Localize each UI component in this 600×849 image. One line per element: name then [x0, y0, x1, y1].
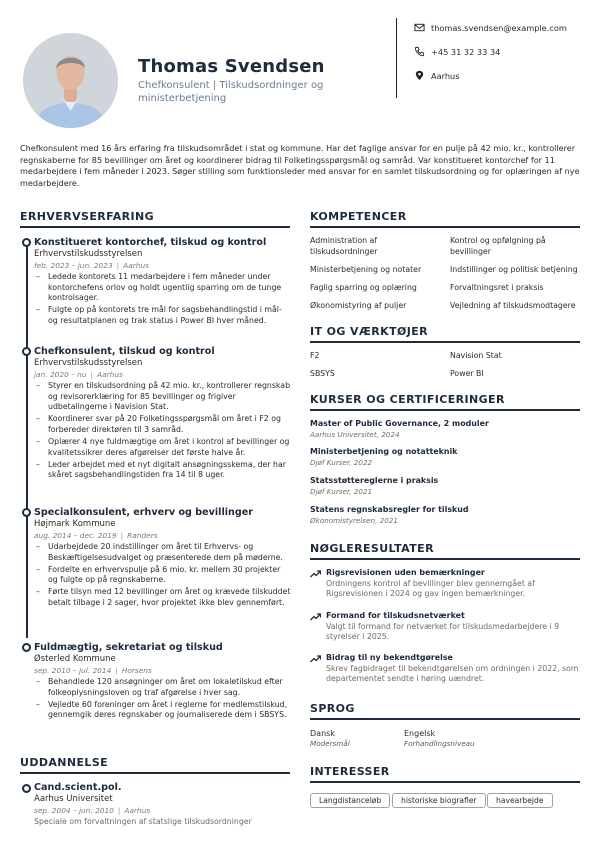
course-title: Statsstøttereglerne i praksis [310, 476, 439, 485]
competence-item: Faglig sparring og oplæring [310, 283, 417, 292]
job-entry-company: Erhvervstilskudsstyrelsen [34, 358, 143, 368]
job-entry-meta: sep. 2010 – jul. 2014 | Horsens [34, 666, 152, 675]
result-description: Ordningens kontrol af bevillinger blev gennemgået af Rigsrevisionen i 2024 og gav ingen bemærkninger. [326, 578, 535, 599]
job-bullet: – Styrer en tilskudsordning på 42 mio. kr., kontrollerer regnskab og revisorerklæring for 85 bevillinger og frigiver udbetalingerne i Navision Stat. [34, 381, 292, 413]
job-entry-meta: aug. 2014 – dec. 2019 | Randers [34, 531, 158, 540]
job-bullet: – Førte tilsyn med 12 bevillinger om året og krævede tilskuddet betalt tilbage i 2 sager, hvor projektet ikke blev gennemført. [34, 587, 292, 608]
language-level: Modersmål [310, 739, 350, 748]
job-bullets [34, 542, 292, 609]
it-heading: IT OG VÆRKTØJER [310, 325, 429, 338]
education-heading: UDDANNELSE [20, 756, 109, 769]
job-entry-title: Fuldmægtig, sekretariat og tilskud [34, 642, 223, 653]
job-place: Aarhus [97, 370, 123, 379]
timeline-dot [22, 643, 31, 652]
interests-rule [310, 781, 580, 783]
job-bullets [34, 677, 292, 721]
job-entry-company: Højmark Kommune [34, 519, 116, 529]
competence-item: Økonomistyring af puljer [310, 301, 407, 310]
it-item: SBSYS [310, 369, 335, 378]
job-entry-company: Østerled Kommune [34, 654, 116, 664]
job-entry [34, 642, 292, 722]
timeline-dot [22, 508, 31, 517]
language-name: Dansk [310, 729, 335, 738]
phone-icon [414, 46, 425, 57]
competence-item: Indstillinger og politisk betjening [450, 265, 578, 274]
competence-item: Ministerbetjening og notater [310, 265, 422, 274]
experience-timeline [26, 243, 28, 638]
job-period: feb. 2023 – jun. 2023 [34, 261, 113, 270]
location-text: Aarhus [431, 70, 460, 81]
languages-heading: SPROG [310, 702, 355, 715]
job-bullet: – Ledede kontorets 11 medarbejdere i fem måneder under kontorchefens orlov og holdt ugentlig sparring om de tunge kontrolsager. [34, 272, 292, 304]
job-bullets [34, 272, 292, 326]
competence-item: Kontrol og opfølgning på bevillinger [450, 236, 546, 256]
mail-icon [414, 22, 425, 33]
results-heading: NØGLERESULTATER [310, 542, 434, 555]
job-bullet: – Leder arbejdet med et nyt digitalt ansøgningsskema, der har skåret sagsbehandlingstiden fra 14 til 8 uger. [34, 460, 292, 481]
job-place: Aarhus [123, 261, 150, 270]
course-item [310, 419, 582, 440]
experience-heading: ERHVERVSERFARING [20, 210, 155, 223]
education-description: Speciale om forvaltningen af statslige tilskudsordninger [34, 817, 252, 826]
language-name: Engelsk [404, 729, 436, 738]
interests-heading: INTERESSER [310, 765, 390, 778]
it-grid [310, 351, 582, 381]
course-item [310, 476, 582, 497]
job-place: Randers [127, 531, 158, 540]
job-period: sep. 2010 – jul. 2014 [34, 666, 112, 675]
education-place: Aarhus [124, 806, 151, 815]
job-entry-meta: jan. 2020 – nu | Aarhus [34, 370, 123, 379]
course-subtitle: Djøf Kurser, 2022 [310, 457, 373, 467]
job-bullets [34, 381, 292, 481]
contact-location [414, 70, 459, 81]
result-title: Rigsrevisionen uden bemærkninger [326, 568, 485, 577]
job-bullet: – Fulgte op på kontorets tre mål for sagsbehandlingstid i mål- og resultatplanen og trak status i Power BI hver måned. [34, 305, 292, 326]
resume-header [0, 0, 600, 135]
it-rule [310, 341, 580, 343]
job-bullet: – Behandlede 120 ansøgninger om året om lokaletilskud efter folkeoplysningsloven og traf afgørelse i hver sag. [34, 677, 292, 698]
timeline-dot [22, 784, 31, 793]
location-pin-icon [414, 70, 425, 81]
language-item [310, 728, 400, 749]
job-bullet: – Koordinerer svar på 20 Folketingsspørgsmål om året i F2 og forbereder direktøren til 3 samråd. [34, 414, 292, 435]
course-title: Ministerbetjening og notatteknik [310, 447, 458, 456]
competences-rule [310, 226, 580, 228]
education-period: sep. 2004 – jun. 2010 [34, 806, 114, 815]
job-entry [34, 346, 292, 482]
job-entry-meta: feb. 2023 – jun. 2023 | Aarhus [34, 261, 150, 270]
phone-text: +45 31 32 33 34 [431, 46, 501, 57]
email-text: thomas.svendsen@example.com [431, 22, 567, 33]
competence-item: Vejledning af tilskudsmodtagere [450, 301, 576, 310]
job-entry [34, 507, 292, 610]
education-rule [20, 772, 290, 774]
result-title: Bidrag til ny bekendtgørelse [326, 653, 453, 662]
course-subtitle: Økonomistyrelsen, 2021 [310, 515, 398, 525]
job-period: aug. 2014 – dec. 2019 [34, 531, 117, 540]
interest-tag: havearbejde [487, 793, 553, 808]
language-item [404, 728, 524, 749]
interest-tag: historiske biografier [392, 793, 486, 808]
course-item [310, 505, 582, 526]
job-entry [34, 237, 292, 328]
profile-photo [23, 33, 118, 128]
timeline-dot [22, 238, 31, 247]
result-item [310, 653, 582, 685]
courses-heading: KURSER OG CERTIFICERINGER [310, 393, 505, 406]
job-entry-title: Specialkonsulent, erhverv og bevillinger [34, 507, 253, 518]
contact-phone[interactable] [414, 46, 500, 57]
header-divider [396, 18, 397, 98]
it-item: Navision Stat [450, 351, 502, 360]
person-name: Thomas Svendsen [138, 56, 325, 77]
course-item [310, 447, 582, 468]
results-rule [310, 558, 580, 560]
course-subtitle: Djøf Kurser, 2021 [310, 486, 373, 496]
profile-summary: Chefkonsulent med 16 års erfaring fra tilskudsområdet i stat og kommune. Har det faglige ansvar for en pulje på 42 mio. kr., kontrollerer regnskaberne for 85 bevillinger om året og koordinerer bidrag til Folketingsspørgsmål og samråd. Var konstitueret kontorchef for 11 medarbejdere i fem måneder i 2023. Søger stilling som funktionsleder med ansvar for en samlet tilskudsordning og for oplæringen af nye medarbejdere. [20, 143, 580, 188]
job-period: jan. 2020 – nu [34, 370, 87, 379]
education-degree: Cand.scient.pol. [34, 782, 122, 793]
it-item: F2 [310, 351, 320, 360]
trend-up-icon [310, 654, 321, 663]
trend-up-icon [310, 612, 321, 621]
languages-rule [310, 718, 580, 720]
competences-grid [310, 236, 582, 316]
competence-item: Forvaltningsret i praksis [450, 283, 544, 292]
job-bullet: – Oplærer 4 nye fuldmægtige om året i kontrol af bevillinger og kvalitetssikrer deres afgørelser det første halve år. [34, 437, 292, 458]
competences-heading: KOMPETENCER [310, 210, 407, 223]
competence-item: Administration af tilskudsordninger [310, 236, 378, 256]
result-description: Valgt til formand for netværket for tilskudsmedarbejdere i 9 styrelser i 2025. [326, 621, 560, 642]
courses-rule [310, 409, 580, 411]
job-place: Horsens [121, 666, 152, 675]
job-entry-title: Chefkonsulent, tilskud og kontrol [34, 346, 215, 357]
timeline-dot [22, 347, 31, 356]
education-entry [34, 782, 292, 827]
experience-rule [20, 226, 290, 228]
result-item [310, 568, 582, 600]
course-subtitle: Aarhus Universitet, 2024 [310, 429, 400, 439]
interest-tag: Langdistanceløb [310, 793, 390, 808]
course-title: Master of Public Governance, 2 moduler [310, 419, 489, 428]
job-bullet: – Udarbejdede 20 indstillinger om året til Erhvervs- og Beskæftigelsesudvalget og præsenterede dem på møderne. [34, 542, 292, 563]
job-title: Chefkonsulent | Tilskudsordninger og ministerbetjening [138, 80, 324, 104]
education-school: Aarhus Universitet [34, 794, 113, 804]
job-entry-company: Erhvervstilskudsstyrelsen [34, 249, 143, 259]
result-description: Skrev fagbidraget til bekendtgørelsen om ordningen i 2022, som departementet sendte i høring uændret. [326, 663, 579, 684]
job-bullet: – Fordelte en erhvervspulje på 6 mio. kr. mellem 30 projekter og fulgte op på regnskaberne. [34, 565, 292, 586]
contact-email[interactable] [414, 22, 567, 33]
result-item [310, 611, 582, 643]
language-level: Forhandlingsniveau [404, 739, 475, 748]
trend-up-icon [310, 569, 321, 578]
job-entry-title: Konstitueret kontorchef, tilskud og kontrol [34, 237, 267, 248]
job-bullet: – Vejledte 60 foreninger om året i reglerne for medlemstilskud, gennemgik deres regnskaber og journaliserede dem i SBSYS. [34, 700, 292, 721]
it-item: Power BI [450, 369, 484, 378]
education-meta: sep. 2004 – jun. 2010 | Aarhus [34, 806, 151, 815]
course-title: Statens regnskabsregler for tilskud [310, 505, 469, 514]
result-title: Formand for tilskudsnetværket [326, 611, 465, 620]
